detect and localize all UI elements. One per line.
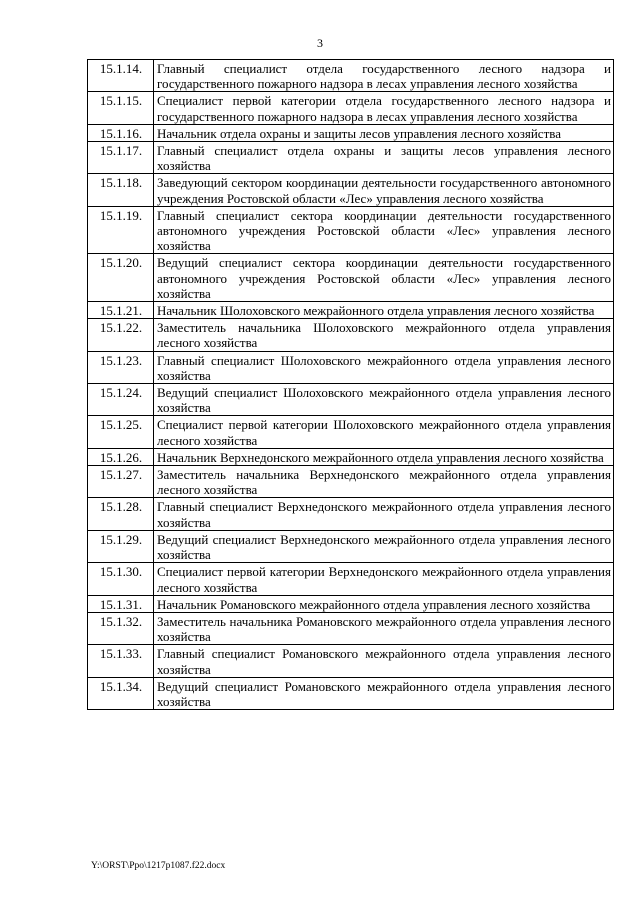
position-title: Начальник Верхнедонского межрайонного отдела управления лесного хозяйства xyxy=(154,448,614,465)
position-title: Начальник Романовского межрайонного отдела управления лесного хозяйства xyxy=(154,595,614,612)
table-row xyxy=(88,302,614,319)
item-number: 15.1.33. xyxy=(88,645,154,677)
position-title: Начальник Шолоховского межрайонного отдела управления лесного хозяйства xyxy=(154,302,614,319)
item-number: 15.1.23. xyxy=(88,351,154,383)
table-row xyxy=(88,563,614,595)
table-row xyxy=(88,416,614,448)
item-number: 15.1.31. xyxy=(88,595,154,612)
position-title: Главный специалист сектора координации деятельности государственного автономного учреждения Ростовской области «Лес» управления лесного хозяйства xyxy=(154,206,614,254)
table-row xyxy=(88,677,614,709)
position-title: Начальник отдела охраны и защиты лесов управления лесного хозяйства xyxy=(154,124,614,141)
item-number: 15.1.21. xyxy=(88,302,154,319)
item-number: 15.1.24. xyxy=(88,384,154,416)
item-number: 15.1.19. xyxy=(88,206,154,254)
item-number: 15.1.30. xyxy=(88,563,154,595)
table-row xyxy=(88,498,614,530)
position-title: Ведущий специалист Романовского межрайонного отдела управления лесного хозяйства xyxy=(154,677,614,709)
table-row xyxy=(88,254,614,302)
position-title: Главный специалист отдела охраны и защиты лесов управления лесного хозяйства xyxy=(154,142,614,174)
position-title: Ведущий специалист Верхнедонского межрайонного отдела управления лесного хозяйства xyxy=(154,530,614,562)
table-row xyxy=(88,60,614,92)
positions-table xyxy=(87,59,614,710)
item-number: 15.1.26. xyxy=(88,448,154,465)
position-title: Заместитель начальника Шолоховского межрайонного отдела управления лесного хозяйства xyxy=(154,319,614,351)
item-number: 15.1.20. xyxy=(88,254,154,302)
item-number: 15.1.16. xyxy=(88,124,154,141)
item-number: 15.1.14. xyxy=(88,60,154,92)
item-number: 15.1.25. xyxy=(88,416,154,448)
position-title: Главный специалист Романовского межрайонного отдела управления лесного хозяйства xyxy=(154,645,614,677)
position-title: Ведущий специалист Шолоховского межрайонного отдела управления лесного хозяйства xyxy=(154,384,614,416)
table-row xyxy=(88,351,614,383)
position-title: Заместитель начальника Романовского межрайонного отдела управления лесного хозяйства xyxy=(154,612,614,644)
table-row xyxy=(88,319,614,351)
table-row xyxy=(88,142,614,174)
item-number: 15.1.29. xyxy=(88,530,154,562)
item-number: 15.1.32. xyxy=(88,612,154,644)
position-title: Ведущий специалист сектора координации деятельности государственного автономного учреждения Ростовской области «Лес» управления лесного хозяйства xyxy=(154,254,614,302)
item-number: 15.1.22. xyxy=(88,319,154,351)
position-title: Заведующий сектором координации деятельности государственного автономного учреждения Ростовской области «Лес» управления лесного хозяйства xyxy=(154,174,614,206)
position-title: Заместитель начальника Верхнедонского межрайонного отдела управления лесного хозяйства xyxy=(154,466,614,498)
position-title: Специалист первой категории Шолоховского межрайонного отдела управления лесного хозяйства xyxy=(154,416,614,448)
table-row xyxy=(88,124,614,141)
item-number: 15.1.18. xyxy=(88,174,154,206)
positions-table-body xyxy=(88,60,614,710)
table-row xyxy=(88,595,614,612)
position-title: Главный специалист Верхнедонского межрайонного отдела управления лесного хозяйства xyxy=(154,498,614,530)
table-row xyxy=(88,174,614,206)
item-number: 15.1.15. xyxy=(88,92,154,124)
table-row xyxy=(88,448,614,465)
table-row xyxy=(88,645,614,677)
table-row xyxy=(88,92,614,124)
position-title: Главный специалист отдела государственного лесного надзора и государственного пожарного надзора в лесах управления лесного хозяйства xyxy=(154,60,614,92)
file-path-footer: Y:\ORST\Ppo\1217p1087.f22.docx xyxy=(91,861,226,871)
table-row xyxy=(88,206,614,254)
item-number: 15.1.28. xyxy=(88,498,154,530)
position-title: Главный специалист Шолоховского межрайонного отдела управления лесного хозяйства xyxy=(154,351,614,383)
page-number: 3 xyxy=(317,36,323,50)
item-number: 15.1.27. xyxy=(88,466,154,498)
table-row xyxy=(88,466,614,498)
position-title: Специалист первой категории отдела государственного лесного надзора и государственного пожарного надзора в лесах управления лесного хозяйства xyxy=(154,92,614,124)
table-row xyxy=(88,612,614,644)
table-row xyxy=(88,384,614,416)
table-row xyxy=(88,530,614,562)
item-number: 15.1.34. xyxy=(88,677,154,709)
item-number: 15.1.17. xyxy=(88,142,154,174)
position-title: Специалист первой категории Верхнедонского межрайонного отдела управления лесного хозяйства xyxy=(154,563,614,595)
